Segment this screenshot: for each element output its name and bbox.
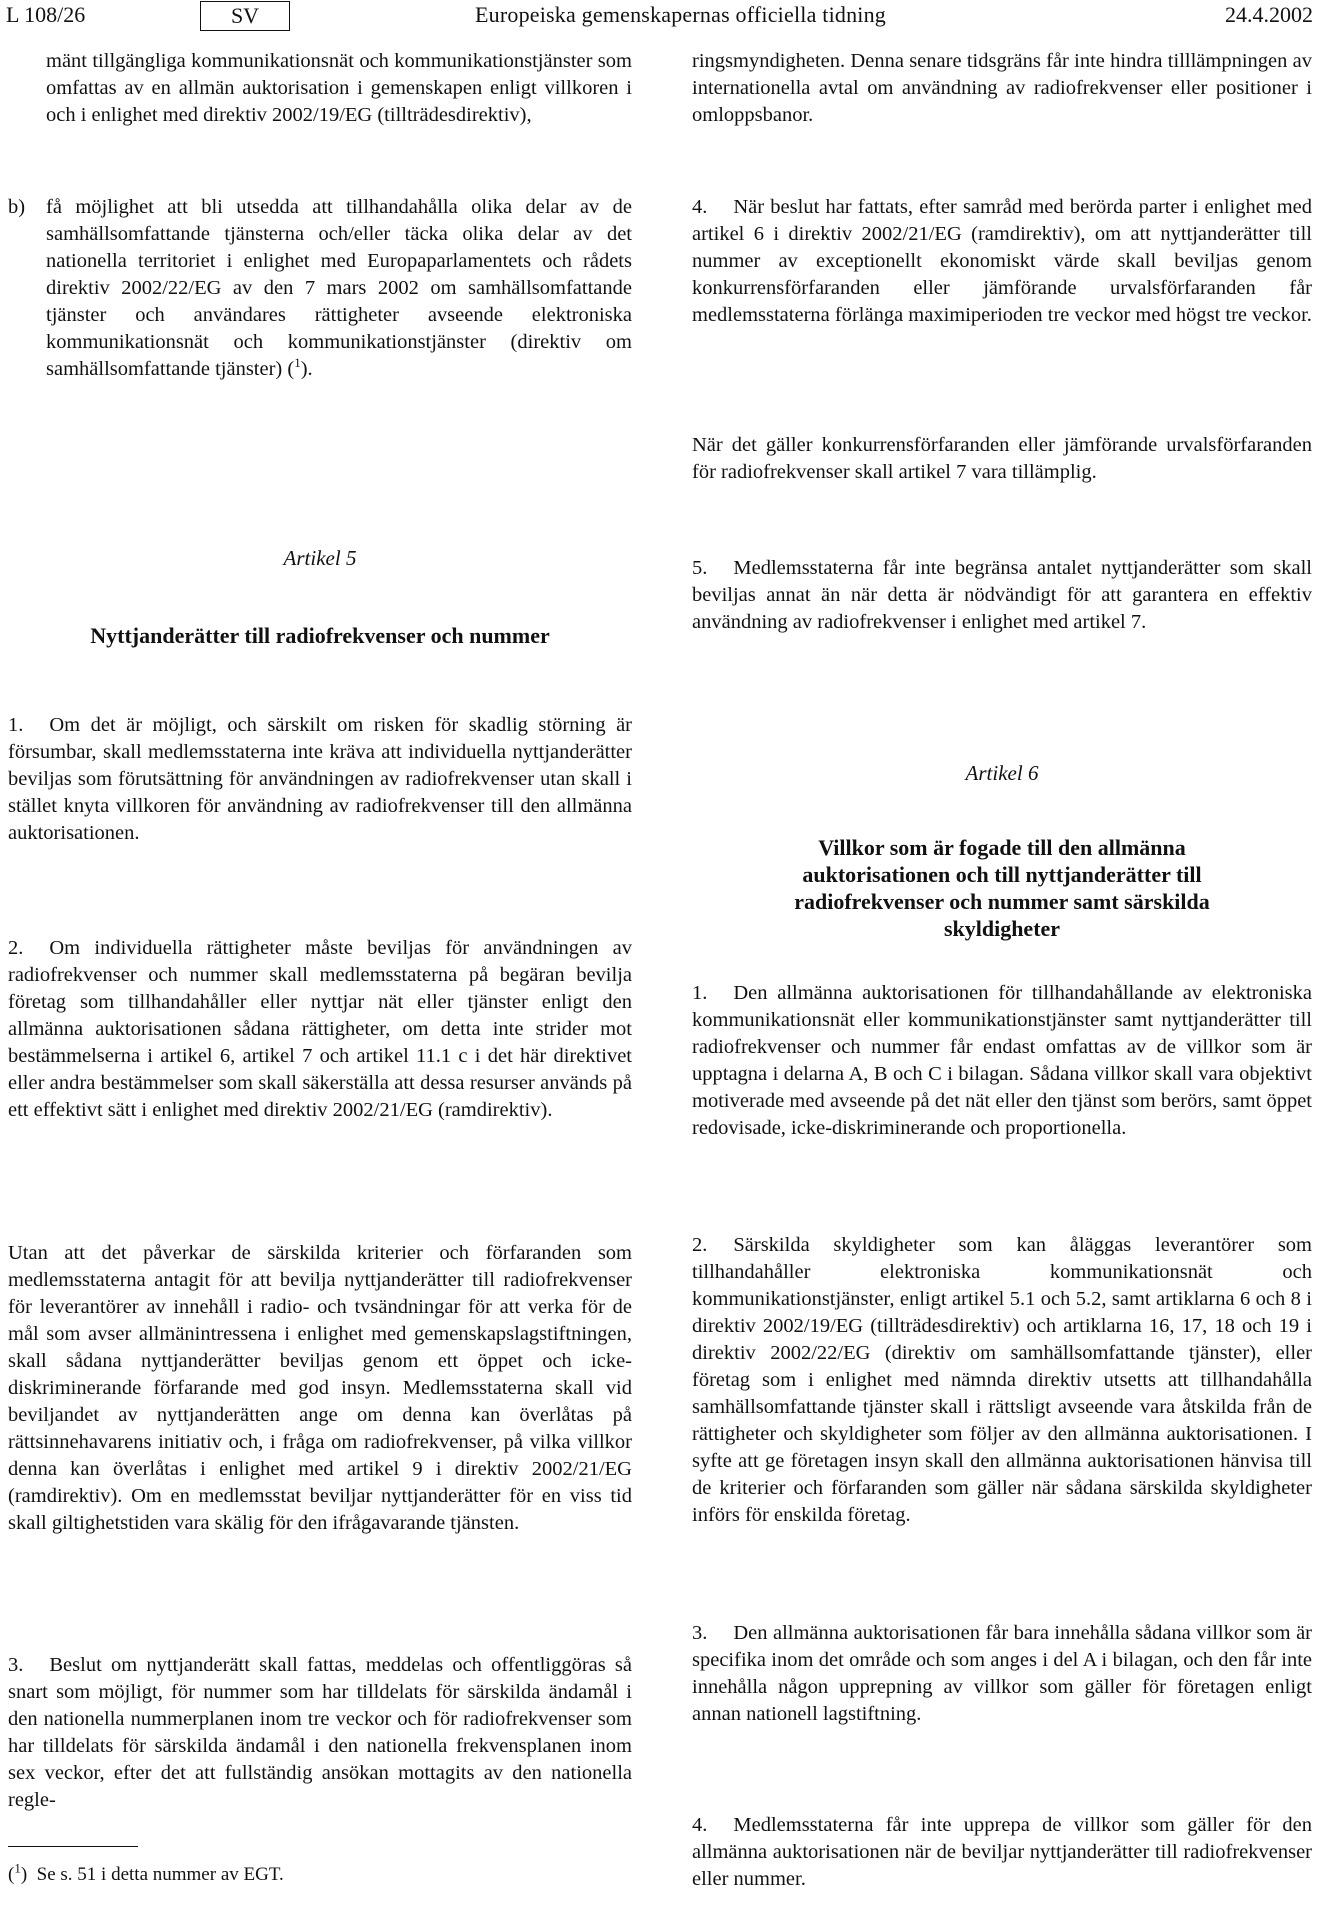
footnote-ref[interactable]: 1 xyxy=(294,355,301,371)
right-column xyxy=(692,0,1312,1924)
article-5-title: Nyttjanderätter till radiofrekvenser och nummer xyxy=(90,623,550,648)
list-item-b xyxy=(8,194,632,383)
page-reference: L 108/26 xyxy=(6,2,86,27)
article-5-paragraph-2 xyxy=(8,935,632,1124)
article-5-paragraph-4-continued: När det gäller konkurrensförfaranden eller jämförande urvalsförfaranden för radiofrekvenser skall artikel 7 vara tillämplig. xyxy=(692,434,1312,483)
paragraph-number: 3. xyxy=(8,1654,24,1676)
paragraph-number: 2. xyxy=(8,937,24,959)
article-5-paragraph-4 xyxy=(692,194,1312,329)
paragraph-text: Medlemsstaterna får inte begränsa antalet nyttjanderätter som skall beviljas annat än när detta är nödvändigt för att garantera en effektiv användning av radiofrekvenser i enlighet med artikel 7. xyxy=(692,557,1312,633)
article-6-paragraph-2 xyxy=(692,1232,1312,1529)
article-5-paragraph-3 xyxy=(8,1652,632,1814)
article-5-heading: Artikel 5 xyxy=(283,546,357,570)
left-column xyxy=(8,0,632,1924)
intro-continuation: mänt tillgängliga kommunikationsnät och kommunikationstjänster som omfattas av en allmän auktorisation i gemenskapen enligt villkoren i och i enlighet med direktiv 2002/19/EG (tillträdesdirektiv), xyxy=(46,50,632,126)
article-6-heading: Artikel 6 xyxy=(965,761,1039,785)
paragraph-3-continuation: ringsmyndigheten. Denna senare tidsgräns får inte hindra tilllämpningen av internationella avtal om användning av radiofrekvenser eller positioner i omloppsbanor. xyxy=(692,50,1312,126)
paragraph-text: Om individuella rättigheter måste beviljas för användningen av radiofrekvenser och nummer skall medlemsstaterna på begäran bevilja företag som tillhandahåller eller nyttjar nät eller tjänster enligt den allmänna auktorisationen sådana rättigheter, om detta inte strider mot bestämmelserna i artikel 6, artikel 7 och artikel 11.1 c i det här direktivet eller andra bestämmelser som skall säkerställa att dessa resurser används på ett effektivt sätt i enlighet med direktiv 2002/21/EG (ramdirektiv). xyxy=(8,937,632,1121)
paragraph-number: 4. xyxy=(692,1814,708,1836)
paragraph-number: 1. xyxy=(692,982,708,1004)
article-6-paragraph-3 xyxy=(692,1620,1312,1728)
article-6-paragraph-4 xyxy=(692,1812,1312,1893)
paragraph-text: Den allmänna auktorisationen får bara innehålla sådana villkor som är specifika inom det område och som anges i del A i bilagan, och den får inte innehålla någon upprepning av villkor som gäller för företagen enligt annan nationell lagstiftning. xyxy=(692,1622,1312,1725)
footnote-divider xyxy=(8,1846,138,1847)
paragraph-number: 5. xyxy=(692,557,708,579)
journal-title: Europeiska gemenskapernas officiella tidning xyxy=(475,2,886,27)
paragraph-number: 1. xyxy=(8,714,24,736)
footnote-marker: 1 xyxy=(14,1860,21,1876)
paragraph-text: Beslut om nyttjanderätt skall fattas, meddelas och offentliggöras så snart som möjligt, för nummer som har tilldelats för särskilda ändamål i den nationella nummerplanen inom tre veckor och för radiofrekvenser som har tilldelats för särskilda ändamål i den nationella frekvensplanen inom sex veckor, efter det att fullständig ansökan mottagits av den nationella regle- xyxy=(8,1654,632,1811)
list-item-text: få möjlighet att bli utsedda att tillhandahålla olika delar av de samhällsomfattande tjänsterna och/eller täcka olika delar av det nationella territoriet i enlighet med Europaparlamentets och rådets direktiv 2002/22/EG av den 7 mars 2002 om samhällsomfattande tjänster och användares rättigheter avseende elektroniska kommunikationsnät och kommunikationstjänster (direktiv om samhällsomfattande tjänster) ($^1$). xyxy=(46,196,632,380)
footnote-text: Se s. 51 i detta nummer av EGT. xyxy=(36,1864,284,1885)
publication-date: 24.4.2002 xyxy=(1225,2,1313,27)
paragraph-text: Särskilda skyldigheter som kan åläggas leverantörer som tillhandahåller elektroniska kommunikationsnät och kommunikationstjänster, enligt artikel 5.1 och 5.2, samt artiklarna 6 och 8 i direktiv 2002/19/EG (tillträdesdirektiv) och artiklarna 16, 17, 18 och 19 i direktiv 2002/22/EG (direktiv om samhällsomfattande tjänster), eller företag som i enlighet med nämnda direktiv utsetts att tillhandahålla samhällsomfattande tjänster skall i rättsligt avseende vara åtskilda från de rättigheter och skyldigheter som följer av den allmänna auktorisationen. I syfte att ge företagen insyn skall den allmänna auktorisationen hänvisa till de kriterier och förfaranden som gäller när sådana särskilda skyldigheter införs för enskilda företag. xyxy=(692,1234,1312,1526)
article-5-paragraph-1 xyxy=(8,712,632,847)
paragraph-number: 3. xyxy=(692,1622,708,1644)
paragraph-text: Den allmänna auktorisationen för tillhandahållande av elektroniska kommunikationsnät eller kommunikationstjänster samt nyttjanderätter till radiofrekvenser och nummer får endast omfattas av de villkor som är upptagna i delarna A, B och C i bilagan. Sådana villkor skall vara objektivt motiverade med avseende på det nät eller den tjänst som berörs, samt öppet redovisade, icke-diskriminerande och proportionella. xyxy=(692,982,1312,1139)
list-item-label: b) xyxy=(8,196,26,218)
footnote: ($^1$) Se s. 51 i detta nummer av EGT. xyxy=(8,1860,284,1885)
paragraph-text: När beslut har fattats, efter samråd med berörda parter i enlighet med artikel 6 i direktiv 2002/21/EG (ramdirektiv), om att nyttjanderätter till nummer av exceptionellt ekonomiskt värde skall beviljas genom konkurrensförfaranden eller jämförande urvalsförfaranden får medlemsstaterna förlänga maximiperioden tre veckor med högst tre veckor. xyxy=(692,196,1312,326)
article-5-paragraph-5 xyxy=(692,555,1312,636)
paragraph-number: 2. xyxy=(692,1234,708,1256)
paragraph-text: Medlemsstaterna får inte upprepa de villkor som gäller för den allmänna auktorisationen när de beviljar nyttjanderätter till radiofrekvenser eller nummer. xyxy=(692,1814,1312,1890)
paragraph-number: 4. xyxy=(692,196,708,218)
article-6-paragraph-1 xyxy=(692,980,1312,1142)
paragraph-text: Om det är möjligt, och särskilt om risken för skadlig störning är försumbar, skall medlemsstaterna inte kräva att individuella nyttjanderätter beviljas som förutsättning för användningen av radiofrekvenser utan skall i stället knyta villkoren för användning av radiofrekvenser till den allmänna auktorisationen. xyxy=(8,714,632,844)
language-badge: SV xyxy=(200,1,290,31)
article-6-title: Villkor som är fogade till den allmänna auktorisationen och till nyttjanderätter till radiofrekvenser och nummer samt särskilda skyldigheter xyxy=(794,835,1210,941)
article-5-paragraph-2-continued: Utan att det påverkar de särskilda kriterier och förfaranden som medlemsstaterna antagit för att bevilja nyttjanderätter till radiofrekvenser för leverantörer av innehåll i radio- och tvsändningar för att verka för de mål som avser allmänintressena i enlighet med gemenskapslagstiftningen, skall sådana nyttjanderätter beviljas genom ett öppet och icke-diskriminerande förfarande med god insyn. Medlemsstaterna skall vid beviljandet av nyttjanderätten ange om denna kan överlåtas på rättsinnehavarens initiativ och, i fråga om radiofrekvenser, på vilka villkor denna kan överlåtas i enlighet med artikel 9 i direktiv 2002/21/EG (ramdirektiv). Om en medlemsstat beviljar nyttjanderätter för en viss tid skall giltighetstiden vara skälig för den ifrågavarande tjänsten. xyxy=(8,1242,632,1534)
